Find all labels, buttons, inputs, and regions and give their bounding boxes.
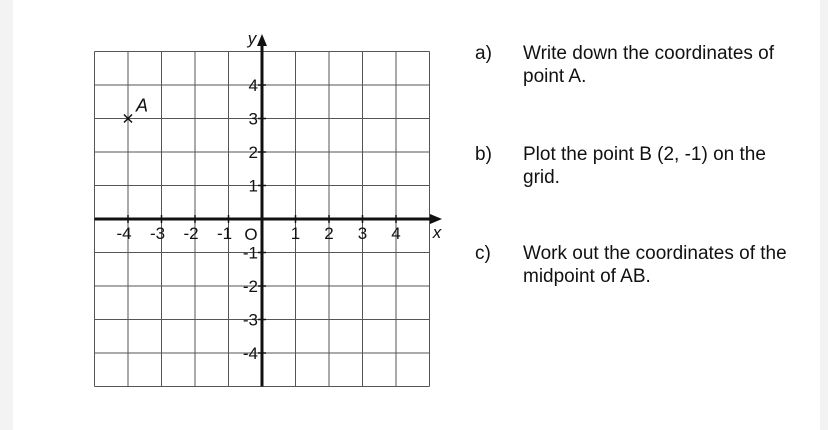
- question-a-text: Write down the coordinates of point A.: [523, 43, 775, 87]
- x-tick-label: 1: [290, 224, 301, 243]
- point-label: A: [135, 95, 149, 116]
- y-axis-arrow-icon: [257, 34, 267, 46]
- x-tick-label: -4: [116, 224, 132, 243]
- y-tick-label: 3: [248, 109, 258, 129]
- axes: [95, 34, 443, 387]
- x-tick-label: 4: [391, 224, 401, 243]
- y-tick-label: -1: [242, 243, 258, 263]
- y-tick-label: 4: [248, 76, 258, 95]
- question-b-label: b): [475, 144, 492, 165]
- y-axis-label: y: [247, 29, 257, 48]
- x-tick-label: -1: [216, 224, 233, 243]
- x-tick-label: -2: [183, 224, 199, 243]
- question-c-text: Work out the coordinates of the midpoint of AB.: [523, 243, 787, 287]
- question-c-label: c): [475, 243, 491, 264]
- y-tick-label: -4: [242, 344, 258, 363]
- x-tick-label: -3: [149, 224, 166, 243]
- question-b-text: Plot the point B (2, -1) on the grid.: [523, 144, 766, 188]
- x-tick-label: 2: [324, 224, 334, 243]
- origin-label: O: [244, 225, 258, 244]
- y-tick-label: -2: [242, 277, 258, 296]
- y-tick-label: 1: [248, 176, 258, 196]
- x-axis-label: x: [432, 223, 442, 242]
- y-tick-label: -3: [242, 310, 258, 330]
- y-tick-label: 2: [248, 143, 258, 162]
- x-tick-label: 3: [357, 224, 368, 243]
- question-a-label: a): [475, 43, 492, 64]
